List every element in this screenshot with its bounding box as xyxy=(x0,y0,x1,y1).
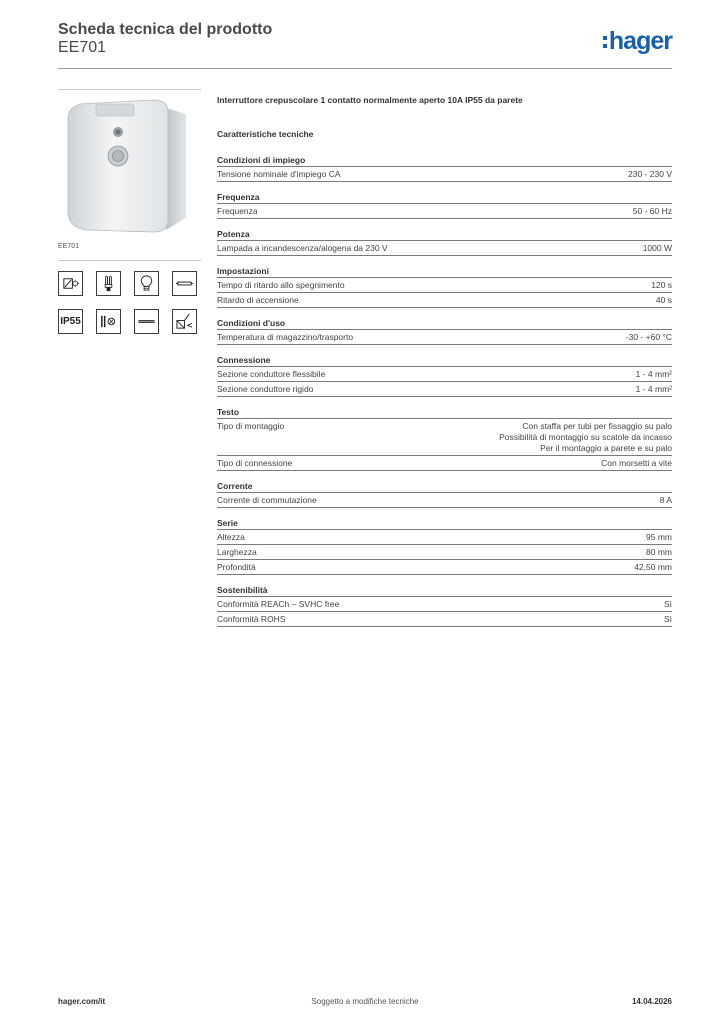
product-description: Interruttore crepuscolare 1 contatto normalmente aperto 10A IP55 da parete xyxy=(217,95,523,105)
spec-label: Larghezza xyxy=(217,547,257,557)
spec-label: Conformità REACh – SVHC free xyxy=(217,599,340,609)
spec-section-title: Connessione xyxy=(217,353,672,367)
page-header xyxy=(58,21,672,69)
spec-value-line: Per il montaggio a parete e su palo xyxy=(540,443,672,453)
spec-section-title: Serie xyxy=(217,516,672,530)
product-icon-grid xyxy=(58,271,201,334)
spec-row xyxy=(217,278,672,293)
spec-section xyxy=(217,316,672,345)
spec-value: 50 - 60 Hz xyxy=(632,206,672,216)
spec-section-title: Condizioni d'uso xyxy=(217,316,672,330)
spec-section-title: Frequenza xyxy=(217,190,672,204)
spec-value: Con morsetti a vite xyxy=(601,458,672,468)
product-media-column xyxy=(58,89,201,334)
spec-value: 80 mm xyxy=(646,547,672,557)
hager-logo xyxy=(603,27,672,56)
spec-label: Profondità xyxy=(217,562,256,572)
spec-row xyxy=(217,241,672,256)
spec-section xyxy=(217,353,672,397)
spec-label: Sezione conduttore flessibile xyxy=(217,369,326,379)
product-photo xyxy=(58,89,201,237)
spec-row xyxy=(217,204,672,219)
spec-value: 40 s xyxy=(655,295,672,305)
wall-mount-icon xyxy=(172,309,197,334)
spec-label: Ritardo di accensione xyxy=(217,295,299,305)
spec-row xyxy=(217,456,672,471)
spec-section xyxy=(217,227,672,256)
spec-value: Sì xyxy=(663,599,672,609)
spec-section xyxy=(217,190,672,219)
contact-symbol-icon xyxy=(96,309,121,334)
spec-value-line: Con staffa per tubi per fissaggio su palo xyxy=(522,421,672,431)
spec-section xyxy=(217,153,672,182)
spec-value: 120 s xyxy=(651,280,672,290)
spec-section-title: Impostazioni xyxy=(217,264,672,278)
spec-value: 1 - 4 mm² xyxy=(635,384,672,394)
spec-sections xyxy=(217,153,672,627)
ip55-label: IP55 xyxy=(60,316,81,327)
spec-section-title: Testo xyxy=(217,405,672,419)
spec-value: 1 - 4 mm² xyxy=(635,369,672,379)
page-title: Scheda tecnica del prodotto xyxy=(58,21,273,38)
spec-row xyxy=(217,382,672,397)
spec-row xyxy=(217,367,672,382)
logo-wordmark: hager xyxy=(608,27,672,55)
spec-row xyxy=(217,167,672,182)
product-code: EE701 xyxy=(58,39,107,56)
spec-section xyxy=(217,516,672,575)
spec-section-title: Potenza xyxy=(217,227,672,241)
spec-row xyxy=(217,530,672,545)
spec-row xyxy=(217,419,672,456)
footer-website: hager.com/it xyxy=(58,997,106,1006)
spec-value: 95 mm xyxy=(646,532,672,542)
spec-label: Tempo di ritardo allo spegnimento xyxy=(217,280,345,290)
spec-label: Temperatura di magazzino/trasporto xyxy=(217,332,354,342)
spec-section xyxy=(217,479,672,508)
spec-section xyxy=(217,264,672,308)
fluorescent-tube-icon xyxy=(172,271,197,296)
logo-dots-icon xyxy=(603,32,607,52)
photo-caption: EE701 xyxy=(58,243,201,261)
spec-value: 230 - 230 V xyxy=(628,169,672,179)
spec-value: 8 A xyxy=(659,495,672,505)
cfl-lamp-icon xyxy=(96,271,121,296)
spec-value: 42,50 mm xyxy=(634,562,672,572)
spec-row xyxy=(217,612,672,627)
spec-section-title: Sostenibilità xyxy=(217,583,672,597)
footer-date: 14.04.2026 xyxy=(631,997,672,1006)
spec-label: Tensione nominale d'impiego CA xyxy=(217,169,341,179)
specifications-column xyxy=(217,95,672,635)
twilight-switch-icon xyxy=(58,271,83,296)
spec-section-title: Corrente xyxy=(217,479,672,493)
spec-section xyxy=(217,405,672,471)
spec-label: Conformità ROHS xyxy=(217,614,286,624)
spec-label: Corrente di commutazione xyxy=(217,495,317,505)
spec-label: Tipo di montaggio xyxy=(217,421,285,431)
spec-label: Frequenza xyxy=(217,206,258,216)
technical-features-heading: Caratteristiche tecniche xyxy=(217,129,314,139)
spec-row xyxy=(217,330,672,345)
spec-value-line: Possibilità di montaggio su scatole da incasso xyxy=(499,432,672,442)
spec-value: Sì xyxy=(663,614,672,624)
spec-label: Lampada a incandescenza/alogena da 230 V xyxy=(217,243,388,253)
spec-section-title: Condizioni di impiego xyxy=(217,153,672,167)
spec-label: Sezione conduttore rigido xyxy=(217,384,314,394)
spec-section xyxy=(217,583,672,627)
spec-value: -30 - +60 °C xyxy=(625,332,672,342)
spec-row xyxy=(217,560,672,575)
spec-value xyxy=(499,421,672,454)
led-tube-icon xyxy=(134,309,159,334)
spec-label: Tipo di connessione xyxy=(217,458,293,468)
spec-value: 1000 W xyxy=(642,243,672,253)
spec-label: Altezza xyxy=(217,532,245,542)
spec-row xyxy=(217,493,672,508)
footer-note: Soggetto a modifiche tecniche xyxy=(311,997,419,1006)
spec-row xyxy=(217,545,672,560)
spec-row xyxy=(217,293,672,308)
spec-row xyxy=(217,597,672,612)
twilight-switch-device-image xyxy=(58,90,201,237)
bulb-icon xyxy=(134,271,159,296)
ip55-badge xyxy=(58,309,83,334)
